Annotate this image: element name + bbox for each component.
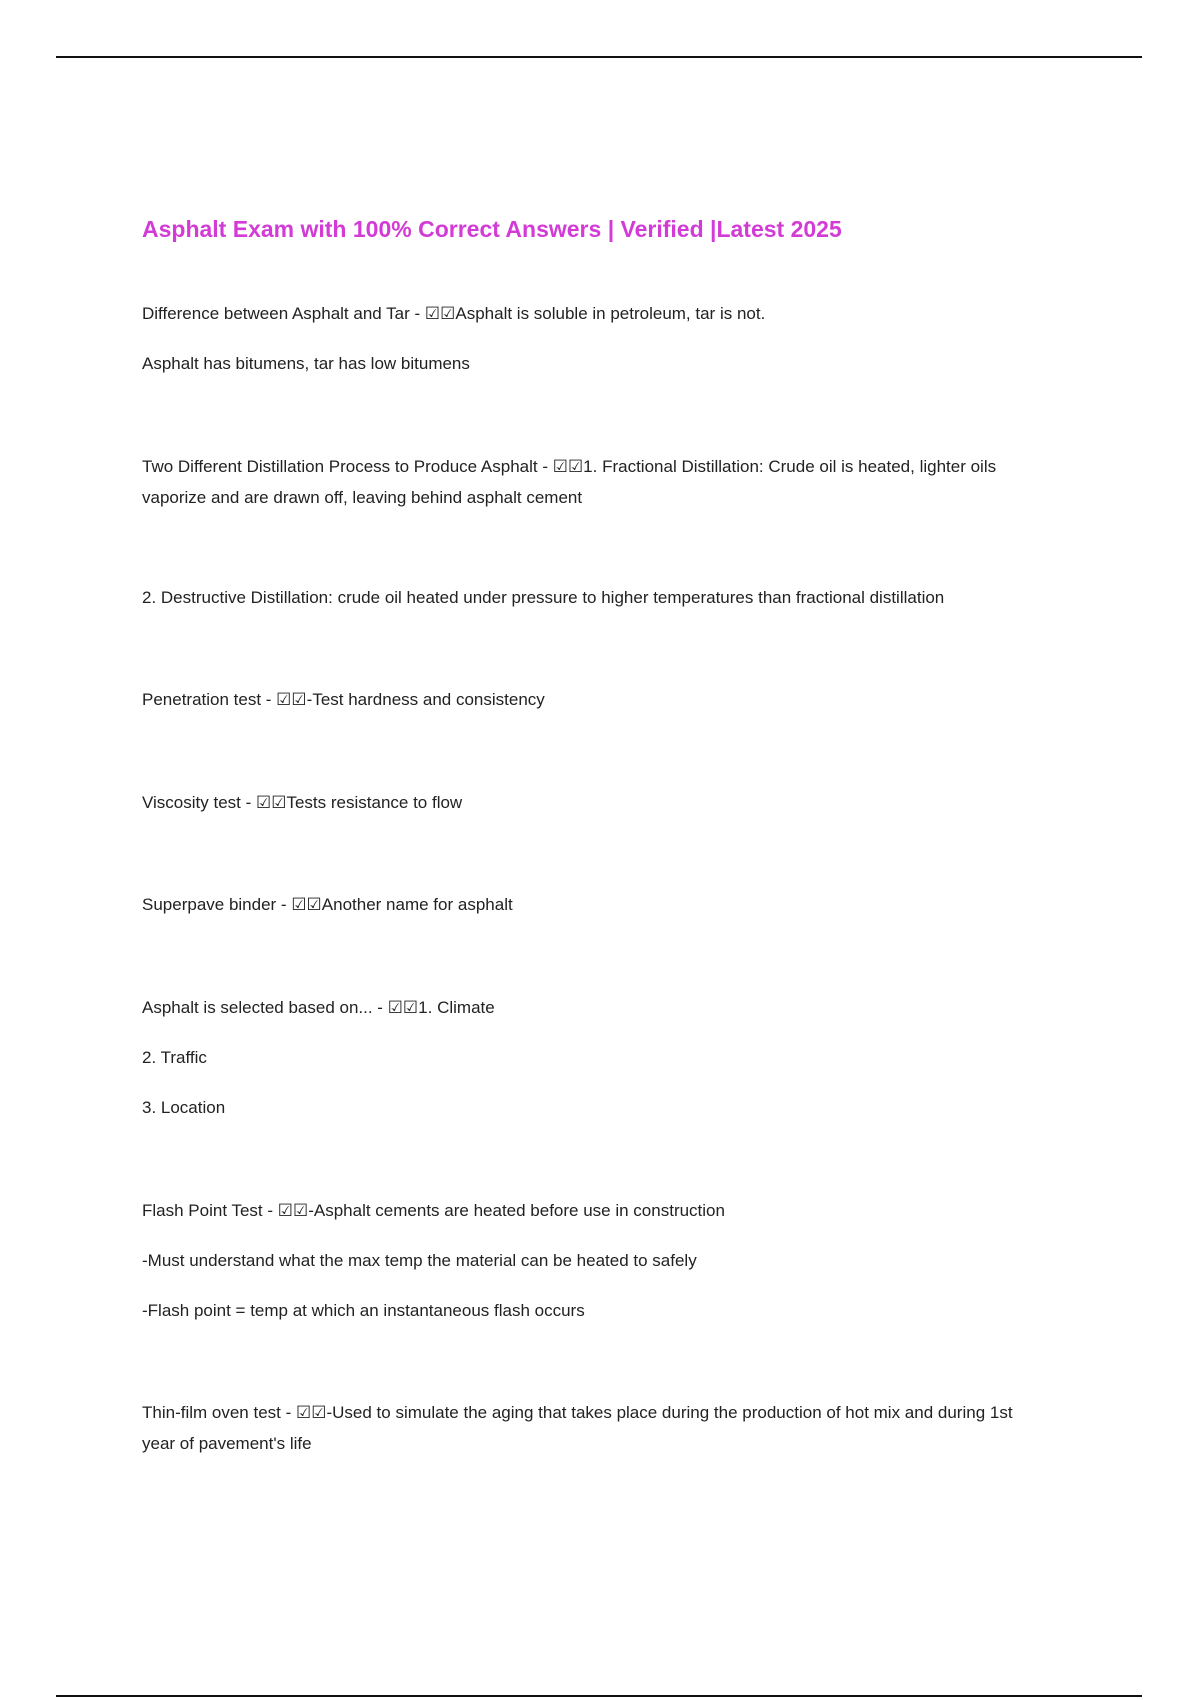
qa-asphalt-vs-tar-continued: Asphalt has bitumens, tar has low bitumens: [142, 354, 470, 373]
footer-rule: [56, 1695, 1142, 1697]
qa-viscosity-test: Viscosity test - ☑☑Tests resistance to flow: [142, 793, 463, 812]
qa-thin-film-oven-test: Thin-film oven test - ☑☑-Used to simulate the aging that takes place during the production of hot mix and during 1st year of pavement's life: [142, 1403, 1013, 1453]
qa-asphalt-vs-tar: Difference between Asphalt and Tar - ☑☑Asphalt is soluble in petroleum, tar is not.: [142, 304, 766, 323]
qa-flash-point-test-continued: -Flash point = temp at which an instantaneous flash occurs: [142, 1301, 585, 1320]
qa-distillation-processes: Two Different Distillation Process to Produce Asphalt - ☑☑1. Fractional Distillation: Crude oil is heated, lighter oils vaporize and are drawn off, leaving behind asphalt cement: [142, 457, 997, 507]
qa-flash-point-test-continued: -Must understand what the max temp the material can be heated to safely: [142, 1251, 697, 1270]
qa-penetration-test: Penetration test - ☑☑-Test hardness and consistency: [142, 690, 545, 709]
qa-destructive-distillation: 2. Destructive Distillation: crude oil heated under pressure to higher temperatures than fractional distillation: [142, 588, 945, 607]
qa-asphalt-selection-item: 2. Traffic: [142, 1048, 207, 1067]
document-title: Asphalt Exam with 100% Correct Answers | Verified |Latest 2025: [142, 216, 842, 242]
qa-asphalt-selection: Asphalt is selected based on... - ☑☑1. Climate: [142, 998, 495, 1017]
qa-superpave-binder: Superpave binder - ☑☑Another name for asphalt: [142, 895, 513, 914]
qa-flash-point-test: Flash Point Test - ☑☑-Asphalt cements are heated before use in construction: [142, 1201, 725, 1220]
qa-asphalt-selection-item: 3. Location: [142, 1098, 226, 1117]
header-rule: [56, 56, 1142, 58]
